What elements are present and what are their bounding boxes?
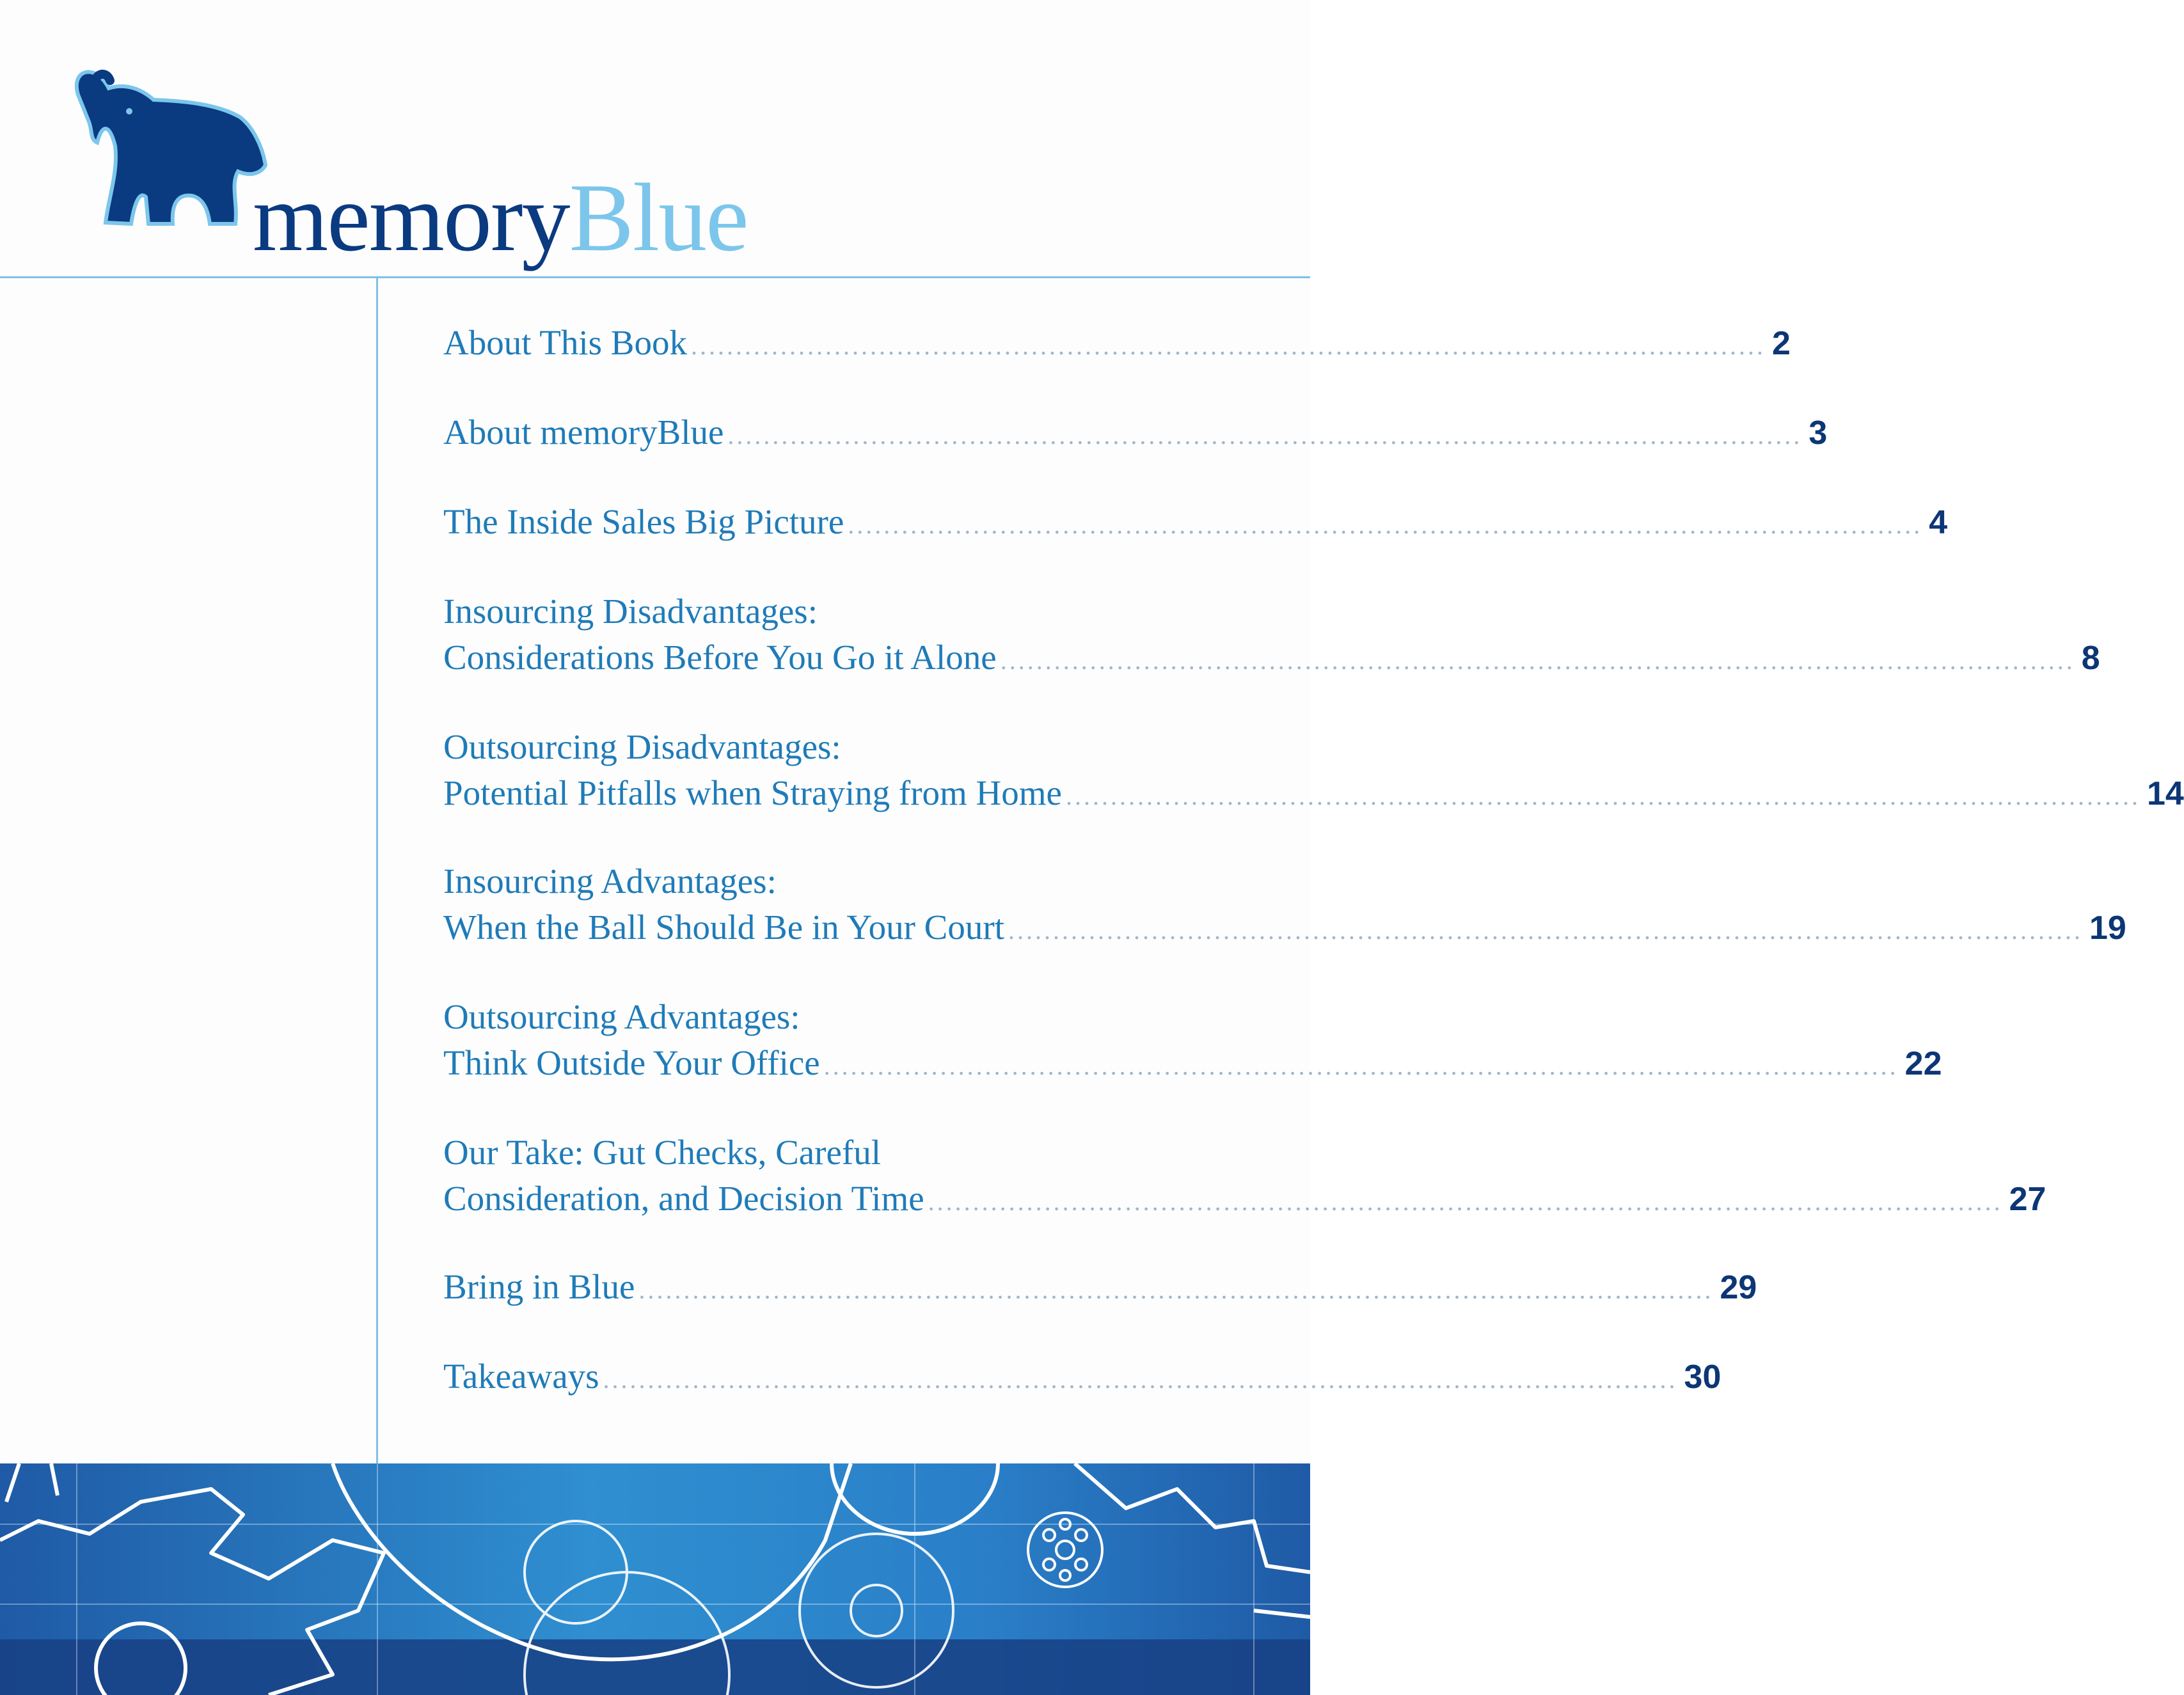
toc-leader-dots: ........................................................................................................................ <box>823 1052 1899 1080</box>
toc-entry-title: About This Book <box>443 323 687 362</box>
toc-page-number: 14 <box>2146 775 2184 812</box>
gears-banner <box>0 1463 1310 1695</box>
toc-entry-title: The Inside Sales Big Picture <box>443 502 844 541</box>
toc-page-number: 29 <box>1720 1269 1757 1306</box>
toc-entry-title-line1: Insourcing Advantages: <box>443 862 777 901</box>
toc-entry-title-line1: Outsourcing Disadvantages: <box>443 727 841 766</box>
logo-word-memory: memory <box>253 164 569 271</box>
toc-entry-title-line2: When the Ball Should Be in Your Court <box>443 908 1004 947</box>
toc-page-number: 4 <box>1929 504 1948 541</box>
toc-entry-title: Takeaways <box>443 1357 599 1396</box>
toc-page-number: 19 <box>2089 910 2126 947</box>
toc-leader-dots: ........................................................................................................................ <box>848 510 1923 539</box>
toc-entry[interactable] <box>443 588 2100 684</box>
toc-leader-dots: ........................................................................................................................ <box>1065 782 2140 810</box>
toc-entry[interactable] <box>443 320 1791 369</box>
toc-entry-title-line2: Think Outside Your Office <box>443 1043 820 1082</box>
toc-entry-title-line2: Potential Pitfalls when Straying from Home <box>443 773 1062 812</box>
toc-entry-title-line2: Considerations Before You Go it Alone <box>443 638 997 677</box>
toc-leader-dots: ........................................................................................................................ <box>1000 646 2075 675</box>
toc-entry-title: About memoryBlue <box>443 413 724 452</box>
toc-page-number: 30 <box>1684 1359 1721 1396</box>
toc-leader-dots: ........................................................................................................................ <box>1008 916 2083 945</box>
toc-leader-dots: ........................................................................................................................ <box>638 1275 1714 1304</box>
toc-leader-dots: ........................................................................................................................ <box>928 1187 2003 1216</box>
toc-leader-dots: ........................................................................................................................ <box>690 331 1766 360</box>
logo-wordmark <box>253 164 748 271</box>
header-divider <box>0 276 1310 278</box>
left-margin-divider <box>376 276 378 1466</box>
toc-page-number: 2 <box>1771 325 1791 362</box>
memoryblue-logo <box>70 50 748 271</box>
toc-entry[interactable] <box>443 858 2126 954</box>
toc-page-number: 8 <box>2081 640 2100 677</box>
toc-leader-dots: ........................................................................................................................ <box>727 421 1803 450</box>
toc-entry[interactable] <box>443 994 1942 1089</box>
toc-entry-title-line1: Insourcing Disadvantages: <box>443 592 818 631</box>
toc-page-number: 3 <box>1808 414 1828 452</box>
logo-word-blue: Blue <box>569 164 748 271</box>
toc-entry-title-line1: Our Take: Gut Checks, Careful <box>443 1133 881 1172</box>
toc-entry[interactable] <box>443 724 2184 819</box>
toc-entry[interactable] <box>443 1130 2046 1225</box>
toc-entry[interactable] <box>443 409 1828 459</box>
toc-entry-title: Bring in Blue <box>443 1267 635 1306</box>
toc-leader-dots: ........................................................................................................................ <box>603 1365 1678 1394</box>
gears-illustration <box>0 1463 1310 1695</box>
elephant-icon <box>70 50 269 235</box>
toc-page-number: 22 <box>1904 1045 1942 1082</box>
toc-page-number: 27 <box>2009 1181 2046 1218</box>
toc-entry[interactable] <box>443 499 1948 548</box>
toc-entry[interactable] <box>443 1264 1757 1313</box>
toc-entry-title-line1: Outsourcing Advantages: <box>443 997 800 1036</box>
toc-entry[interactable] <box>443 1353 1721 1403</box>
toc-entry-title-line2: Consideration, and Decision Time <box>443 1179 924 1218</box>
